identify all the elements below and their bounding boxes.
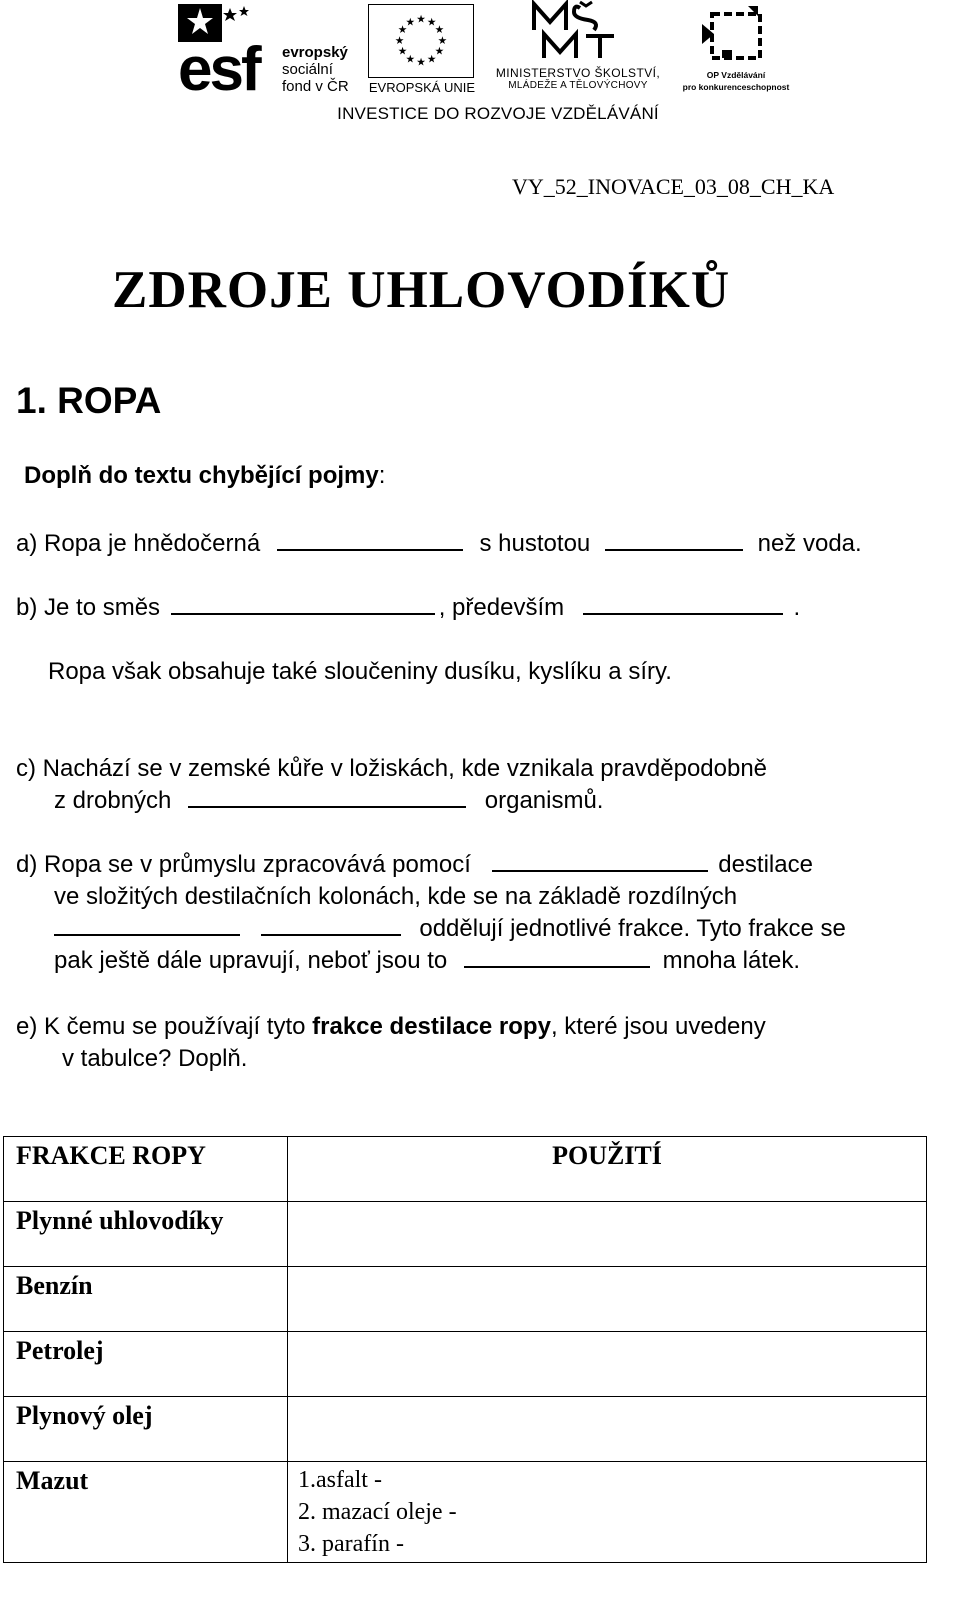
investice-banner: INVESTICE DO ROZVOJE VZDĚLÁVÁNÍ (337, 104, 659, 123)
table-row (4, 1332, 927, 1397)
item-a (16, 529, 862, 559)
svg-text:★: ★ (405, 52, 416, 66)
eu-logo: ★ ★ ★ ★ ★ ★ ★ ★ ★ ★ ★ ★ EVROPSKÁ UNIE (368, 4, 476, 96)
blank-field[interactable] (605, 529, 743, 551)
blank-field[interactable] (583, 593, 783, 615)
msmt-logo: MINISTERSTVO ŠKOLSTVÍ, MLÁDEŽE A TĚLOVÝCHOVY (483, 0, 673, 96)
item-d-text-4: oddělují jednotlivé frakce. Tyto frakce se (419, 915, 846, 942)
page-title: ZDROJE UHLOVODÍKŮ (112, 261, 731, 319)
table-header-fraction: FRAKCE ROPY (4, 1137, 288, 1202)
item-a-text-3: než voda. (757, 530, 862, 557)
table-row (4, 1202, 927, 1267)
table-row (4, 1397, 927, 1462)
item-b (16, 593, 800, 623)
instruction-colon: : (378, 462, 386, 489)
blank-field[interactable] (188, 786, 466, 808)
svg-text:★: ★ (434, 23, 445, 37)
fraction-cell: Plynový olej (4, 1397, 288, 1462)
use-item: 2. mazací oleje - (298, 1499, 457, 1525)
esf-logo: esf evropský sociální fond v ČR (178, 4, 368, 92)
svg-text:★: ★ (416, 12, 426, 26)
blank-field[interactable] (464, 946, 650, 968)
svg-text:★: ★ (437, 33, 448, 47)
section-title: 1. ROPA (16, 380, 162, 421)
msmt-logo-mark (530, 0, 622, 62)
item-a-text-2: s hustotou (479, 530, 591, 557)
item-d-line-4 (54, 946, 800, 976)
blank-field[interactable] (492, 850, 708, 872)
svg-text:★: ★ (405, 15, 416, 29)
eu-flag-icon (368, 4, 474, 78)
use-item: 3. parafín - (298, 1531, 404, 1557)
table-row (4, 1267, 927, 1332)
blank-field[interactable] (171, 593, 435, 615)
fractions-table (3, 1136, 927, 1563)
op-logo-mark (700, 4, 772, 66)
use-cell[interactable] (288, 1332, 927, 1397)
item-c-text-2: z drobných (54, 787, 172, 814)
item-b-text-1: b) Je to směs (16, 594, 161, 621)
blank-field[interactable] (54, 914, 240, 936)
item-b-text-2: , především (438, 594, 565, 621)
svg-text:★: ★ (397, 23, 408, 37)
item-e-line-2: v tabulce? Doplň. (62, 1045, 248, 1072)
item-d-text-1: d) Ropa se v průmyslu zpracovává pomocí (16, 851, 471, 878)
document-code: VY_52_INOVACE_03_08_CH_KA (512, 174, 835, 199)
use-cell[interactable] (288, 1462, 927, 1563)
item-a-text-1: a) Ropa je hnědočerná (16, 530, 261, 557)
item-c-line-2 (54, 786, 603, 816)
svg-text:★: ★ (426, 52, 437, 66)
header-logos (178, 0, 818, 130)
item-d-text-2: destilace (718, 851, 813, 878)
svg-text:esf: esf (178, 35, 259, 92)
instruction (24, 462, 385, 490)
fraction-cell: Mazut (4, 1462, 288, 1563)
svg-text:★: ★ (397, 44, 408, 58)
op-logo: OP Vzdělávání pro konkurenceschopnost (676, 4, 796, 96)
item-c-text-3: organismů. (484, 787, 604, 814)
item-b-text-3: . (793, 594, 801, 621)
use-cell[interactable] (288, 1202, 927, 1267)
fraction-cell: Plynné uhlovodíky (4, 1202, 288, 1267)
blank-field[interactable] (261, 914, 401, 936)
svg-text:★: ★ (416, 55, 426, 69)
table-header-use: POUŽITÍ (288, 1137, 927, 1202)
item-d-text-6: mnoha látek. (662, 947, 801, 974)
svg-text:★: ★ (394, 33, 405, 47)
esf-logo-mark (178, 4, 278, 92)
use-item: 1.asfalt - (298, 1467, 382, 1493)
item-d-text-5: pak ještě dále upravují, neboť jsou to (54, 947, 448, 974)
use-cell[interactable] (288, 1267, 927, 1332)
fraction-cell: Benzín (4, 1267, 288, 1332)
item-e-line-1 (16, 1012, 766, 1042)
use-cell[interactable] (288, 1397, 927, 1462)
table-header-row (4, 1137, 927, 1202)
fraction-cell: Petrolej (4, 1332, 288, 1397)
item-b-note: Ropa však obsahuje také sloučeniny dusíku, kyslíku a síry. (48, 658, 672, 685)
item-d-line-1 (16, 850, 813, 880)
item-e-text-2: , které jsou uvedeny (550, 1013, 766, 1040)
item-d-line-3 (54, 914, 846, 944)
item-c-line-1: c) Nachází se v zemské kůře v ložiskách, kde vznikala pravděpodobně (16, 755, 768, 782)
table-row (4, 1462, 927, 1563)
svg-text:★: ★ (426, 15, 437, 29)
item-d-line-2: ve složitých destilačních kolonách, kde se na základě rozdílných (54, 883, 738, 910)
instruction-text: Doplň do textu chybějící pojmy (24, 462, 379, 489)
item-e-text-1: e) K čemu se používají tyto (16, 1013, 313, 1040)
blank-field[interactable] (277, 529, 463, 551)
svg-text:★: ★ (434, 44, 445, 58)
item-e-bold: frakce destilace ropy (312, 1013, 551, 1040)
